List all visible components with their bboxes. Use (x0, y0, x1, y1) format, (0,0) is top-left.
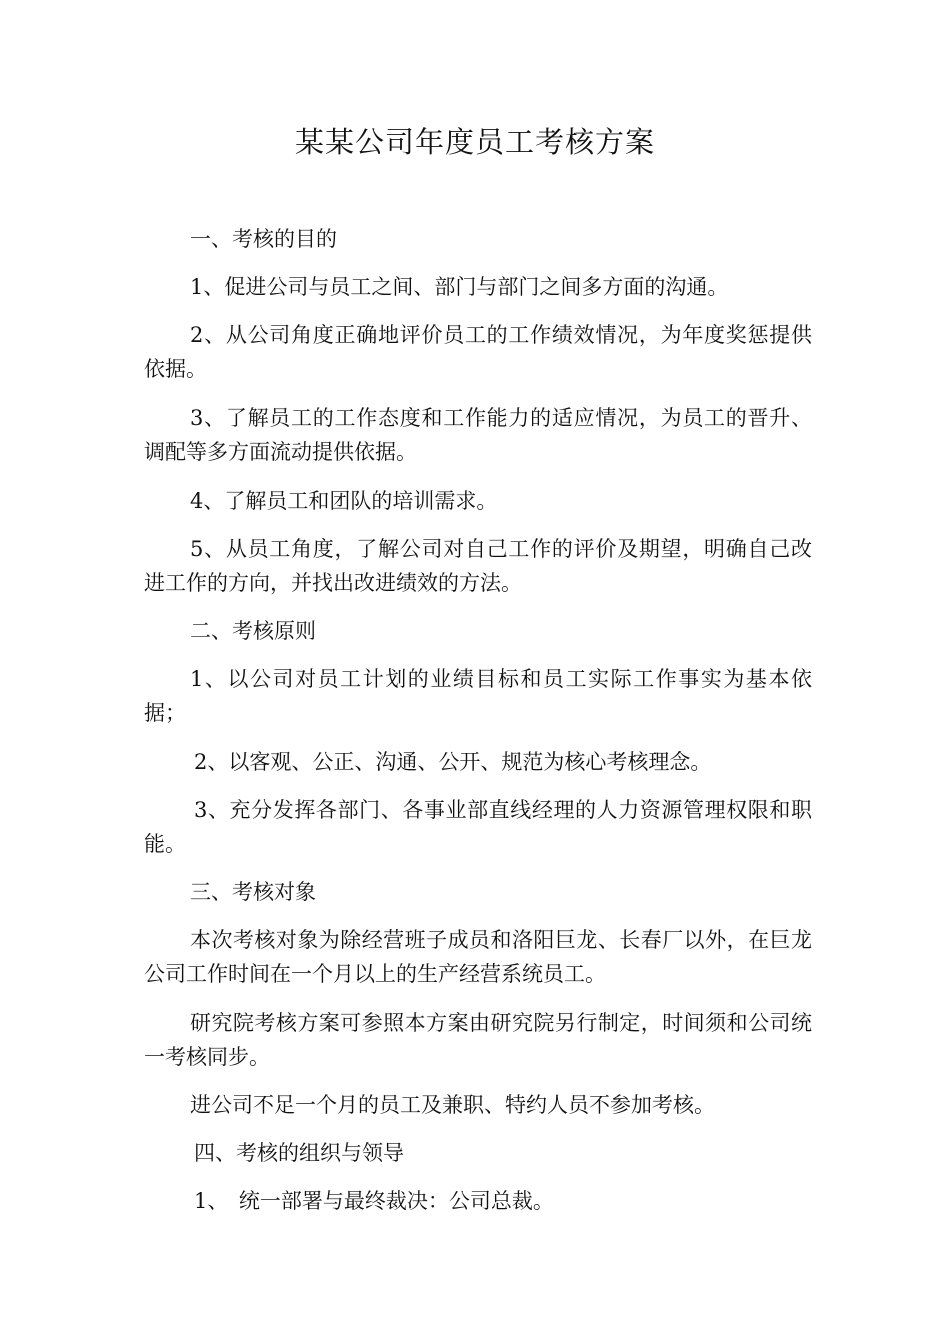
section-heading-targets: 三、考核对象 (190, 880, 316, 904)
paragraph: 研究院考核方案可参照本方案由研究院另行制定，时间须和公司统一考核同步。 (144, 1011, 812, 1069)
paragraph: 2、从公司角度正确地评价员工的工作绩效情况，为年度奖惩提供依据。 (144, 323, 812, 381)
section-heading-organization: 四、考核的组织与领导 (194, 1141, 404, 1165)
paragraph: 进公司不足一个月的员工及兼职、特约人员不参加考核。 (190, 1093, 715, 1117)
paragraph: 3、了解员工的工作态度和工作能力的适应情况，为员工的晋升、调配等多方面流动提供依据。 (144, 406, 812, 464)
paragraph: 1、以公司对员工计划的业绩目标和员工实际工作事实为基本依据； (144, 667, 812, 725)
paragraph: 3、充分发挥各部门、各事业部直线经理的人力资源管理权限和职能。 (144, 798, 812, 856)
section-heading-purpose: 一、考核的目的 (190, 227, 337, 251)
paragraph: 1、 统一部署与最终裁决：公司总裁。 (194, 1189, 554, 1213)
section-heading-principles: 二、考核原则 (190, 619, 316, 643)
paragraph: 2、以客观、公正、沟通、公开、规范为核心考核理念。 (194, 750, 712, 774)
document-title: 某某公司年度员工考核方案 (294, 125, 655, 159)
paragraph: 5、从员工角度，了解公司对自己工作的评价及期望，明确自己改进工作的方向，并找出改进绩效的方法。 (144, 537, 812, 595)
paragraph: 本次考核对象为除经营班子成员和洛阳巨龙、长春厂以外，在巨龙公司工作时间在一个月以上的生产经营系统员工。 (144, 928, 812, 986)
paragraph: 1、促进公司与员工之间、部门与部门之间多方面的沟通。 (190, 275, 729, 299)
paragraph: 4、了解员工和团队的培训需求。 (190, 489, 498, 513)
